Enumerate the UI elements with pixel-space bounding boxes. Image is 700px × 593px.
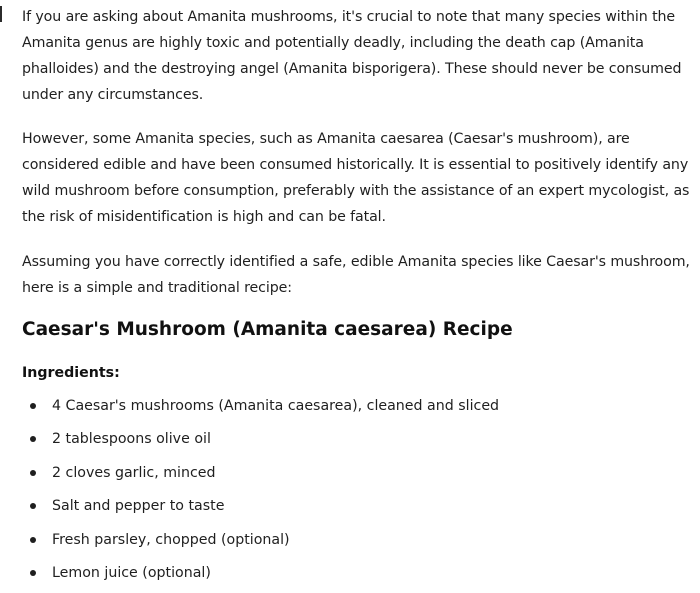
warning-paragraph: If you are asking about Amanita mushrooms, it's crucial to note that many species within the Amanita genus are highly toxic and potentially deadly, including the death cap (Amanita phalloides) and the destroying angel (Amanita bisporigera). These should never be consumed under any circumstances. bbox=[22, 9, 682, 103]
ingredient-text: 2 tablespoons olive oil bbox=[52, 431, 211, 448]
list-item bbox=[22, 527, 499, 560]
ingredient-text: 2 cloves garlic, minced bbox=[52, 464, 216, 481]
list-item bbox=[22, 393, 499, 426]
recipe-intro-paragraph: Assuming you have correctly identified a safe, edible Amanita species like Caesar's mushroom, here is a simple and traditional recipe: bbox=[22, 254, 690, 296]
edible-species-paragraph: However, some Amanita species, such as Amanita caesarea (Caesar's mushroom), are considered edible and have been consumed historically. It is essential to positively identify any wild mushroom before consumption, preferably with the assistance of an expert mycologist, as the risk of misidentification is high and can be fatal. bbox=[22, 131, 690, 225]
bullet-icon bbox=[30, 570, 36, 576]
message-edge-marker bbox=[0, 6, 2, 22]
ingredient-text: 4 Caesar's mushrooms (Amanita caesarea), cleaned and sliced bbox=[52, 398, 500, 414]
list-item bbox=[22, 493, 499, 526]
recipe-title: Caesar's Mushroom (Amanita caesarea) Recipe bbox=[22, 319, 513, 340]
bullet-icon bbox=[30, 403, 36, 409]
ingredient-text: Salt and pepper to taste bbox=[52, 498, 225, 515]
ingredients-list bbox=[22, 393, 499, 593]
ingredient-text: Lemon juice (optional) bbox=[52, 564, 211, 581]
list-item bbox=[22, 426, 499, 459]
ingredient-text: Fresh parsley, chopped (optional) bbox=[52, 531, 290, 548]
ingredients-heading: Ingredients: bbox=[22, 365, 120, 381]
bullet-icon bbox=[30, 436, 36, 442]
bullet-icon bbox=[30, 470, 36, 476]
bullet-icon bbox=[30, 503, 36, 509]
list-item bbox=[22, 560, 499, 593]
bullet-icon bbox=[30, 537, 36, 543]
list-item bbox=[22, 460, 499, 493]
